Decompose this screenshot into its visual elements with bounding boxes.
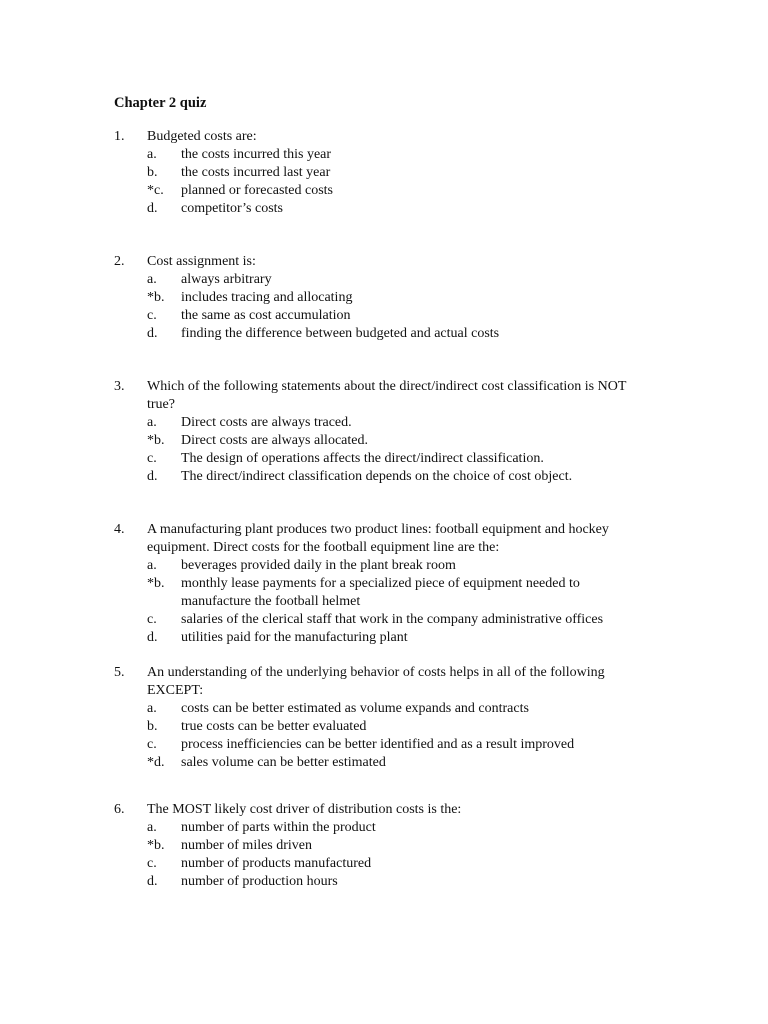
option-text: process inefficiencies can be better identified and as a result improved [181, 737, 575, 752]
option-text: sales volume can be better estimated [181, 755, 386, 770]
option-text: the same as cost accumulation [181, 308, 351, 323]
answer-option-c [0, 736, 768, 754]
answer-option-d [0, 873, 768, 891]
option-label: b. [147, 165, 158, 180]
answer-option-b [0, 575, 768, 611]
option-label: *b. [147, 838, 165, 853]
answer-option-b [0, 164, 768, 182]
option-label: *b. [147, 433, 165, 448]
answer-option-d [0, 754, 768, 772]
answer-option-a [0, 271, 768, 289]
option-label: c. [147, 451, 157, 466]
answer-option-c [0, 611, 768, 629]
option-text: planned or forecasted costs [181, 183, 333, 198]
page-title: Chapter 2 quiz [114, 95, 207, 111]
question-text: Which of the following statements about the direct/indirect cost classification is NOT true? [147, 379, 627, 412]
option-text: beverages provided daily in the plant break room [181, 558, 456, 573]
question-number: 3. [114, 379, 125, 394]
option-text: number of miles driven [181, 838, 313, 853]
question-number: 6. [114, 802, 125, 817]
option-label: a. [147, 147, 157, 162]
question-number: 1. [114, 129, 125, 144]
option-label: *d. [147, 755, 165, 770]
option-label: a. [147, 820, 157, 835]
option-text: number of production hours [181, 874, 338, 889]
answer-option-d [0, 629, 768, 647]
answer-option-a [0, 414, 768, 432]
option-text: utilities paid for the manufacturing plant [181, 630, 408, 645]
option-text: salaries of the clerical staff that work in the company administrative offices [181, 612, 604, 627]
option-label: c. [147, 308, 157, 323]
answer-option-a [0, 146, 768, 164]
option-text: the costs incurred this year [181, 147, 332, 162]
answer-option-d [0, 325, 768, 343]
option-label: *c. [147, 183, 164, 198]
option-text: includes tracing and allocating [181, 290, 353, 305]
option-text: Direct costs are always traced. [181, 415, 352, 430]
question-text: An understanding of the underlying behavior of costs helps in all of the following EXCEPT: [147, 665, 605, 698]
option-label: d. [147, 326, 158, 341]
option-text: The design of operations affects the direct/indirect classification. [181, 451, 544, 466]
answer-option-a [0, 700, 768, 718]
question-text: A manufacturing plant produces two product lines: football equipment and hockey equipment. Direct costs for the football equipment line are the: [147, 522, 609, 555]
question-number: 2. [114, 254, 125, 269]
option-text: always arbitrary [181, 272, 272, 287]
option-label: a. [147, 701, 157, 716]
option-label: *b. [147, 576, 165, 591]
answer-option-c [0, 307, 768, 325]
option-text: Direct costs are always allocated. [181, 433, 368, 448]
answer-option-c [0, 182, 768, 200]
answer-option-b [0, 432, 768, 450]
option-label: *b. [147, 290, 165, 305]
answer-option-d [0, 468, 768, 486]
answer-option-b [0, 289, 768, 307]
answer-option-b [0, 718, 768, 736]
question-text: Cost assignment is: [147, 254, 256, 269]
option-label: c. [147, 612, 157, 627]
option-text: costs can be better estimated as volume expands and contracts [181, 701, 529, 716]
question-text: Budgeted costs are: [147, 129, 257, 144]
option-text: the costs incurred last year [181, 165, 331, 180]
answer-option-b [0, 837, 768, 855]
question-number: 5. [114, 665, 125, 680]
question-number: 4. [114, 522, 125, 537]
option-text: monthly lease payments for a specialized piece of equipment needed to manufacture the football helmet [181, 576, 580, 609]
option-text: number of products manufactured [181, 856, 372, 871]
option-text: number of parts within the product [181, 820, 376, 835]
answer-option-a [0, 819, 768, 837]
option-label: a. [147, 558, 157, 573]
option-label: d. [147, 630, 158, 645]
question-text: The MOST likely cost driver of distribution costs is the: [147, 802, 462, 817]
option-text: true costs can be better evaluated [181, 719, 367, 734]
option-label: c. [147, 737, 157, 752]
answer-option-d [0, 200, 768, 218]
option-label: b. [147, 719, 158, 734]
option-label: d. [147, 874, 158, 889]
answer-option-c [0, 450, 768, 468]
option-label: d. [147, 201, 158, 216]
option-label: d. [147, 469, 158, 484]
answer-option-c [0, 855, 768, 873]
option-text: finding the difference between budgeted and actual costs [181, 326, 500, 341]
option-text: The direct/indirect classification depends on the choice of cost object. [181, 469, 573, 484]
option-label: c. [147, 856, 157, 871]
option-label: a. [147, 415, 157, 430]
option-label: a. [147, 272, 157, 287]
option-text: competitor’s costs [181, 201, 284, 216]
answer-option-a [0, 557, 768, 575]
